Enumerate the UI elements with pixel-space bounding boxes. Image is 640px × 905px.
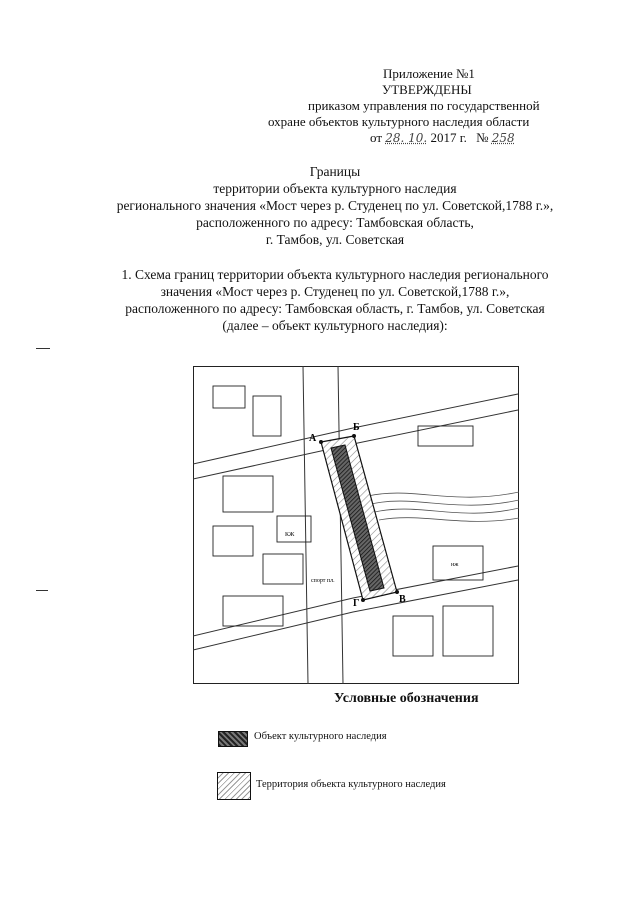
legend-territory-swatch xyxy=(217,772,251,800)
margin-mark-bottom xyxy=(36,590,48,591)
map-label-kzh: КЖ xyxy=(285,532,295,538)
order-date-line xyxy=(370,130,515,146)
map-label-np: нж xyxy=(451,562,459,568)
section-line-2: значения «Мост через р. Студенец по ул. Советской,1788 г.», xyxy=(160,284,510,299)
corner-label-v: В xyxy=(399,594,406,605)
title-block xyxy=(0,163,640,248)
section-line-4: (далее – объект культурного наследия): xyxy=(222,318,448,333)
corner-label-g: Г xyxy=(353,598,360,609)
date-handwritten: 28. 10. xyxy=(385,131,428,145)
title-line-4: расположенного по адресу: Тамбовская область, xyxy=(196,215,474,230)
order-number-handwritten: 258 xyxy=(491,131,515,145)
section-line-1: 1. Схема границ территории объекта культурного наследия регионального xyxy=(121,267,549,282)
approved-label: УТВЕРЖДЕНЫ xyxy=(382,82,472,97)
number-prefix: № xyxy=(476,130,489,145)
title-line-3: регионального значения «Мост через р. Студенец по ул. Советской,1788 г.», xyxy=(116,198,554,213)
legend-title: Условные обозначения xyxy=(334,691,479,706)
date-prefix: от xyxy=(370,130,383,145)
order-line-1: приказом управления по государственной xyxy=(308,98,540,113)
section-1-block xyxy=(0,266,640,334)
title-line-5: г. Тамбов, ул. Советская xyxy=(265,232,405,247)
appendix-label: Приложение №1 xyxy=(383,66,475,81)
corner-label-a: А xyxy=(309,433,317,444)
date-year: 2017 г. xyxy=(430,130,467,145)
legend-territory-label: Территория объекта культурного наследия xyxy=(256,779,446,790)
title-line-2: территории объекта культурного наследия xyxy=(213,181,457,196)
corner-label-b: Б xyxy=(353,422,360,433)
margin-mark-top xyxy=(36,348,50,349)
section-line-3: расположенного по адресу: Тамбовская область, г. Тамбов, ул. Советская xyxy=(125,301,545,316)
order-line-2: охране объектов культурного наследия области xyxy=(268,114,530,129)
title-line-1: Границы xyxy=(309,164,361,179)
legend-object-label: Объект культурного наследия xyxy=(254,731,387,742)
boundary-map xyxy=(193,366,519,684)
map-label-sport: спорт пл. xyxy=(311,578,335,584)
legend-object-swatch xyxy=(218,731,248,747)
